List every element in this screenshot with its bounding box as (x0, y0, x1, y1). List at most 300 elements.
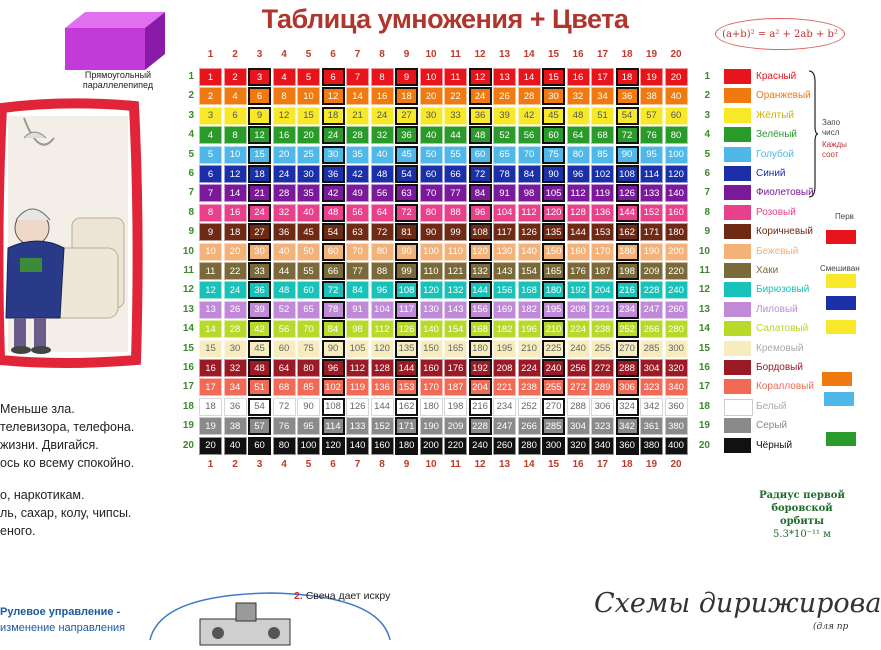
product-cell: 36 (469, 107, 492, 125)
product-cell: 112 (371, 320, 394, 338)
product-cell: 24 (224, 281, 247, 299)
product-cell: 187 (591, 262, 614, 280)
product-cell: 209 (640, 262, 663, 280)
product-cell: 342 (616, 417, 639, 435)
legend-swatch (724, 88, 751, 103)
product-cell: 42 (322, 184, 345, 202)
product-cell: 21 (248, 184, 271, 202)
product-cell: 25 (297, 146, 320, 164)
legend-swatch (724, 418, 751, 433)
product-cell: 48 (322, 204, 345, 222)
product-cell: 342 (640, 398, 663, 416)
product-cell: 54 (395, 165, 418, 183)
column-footer: 14 (523, 459, 535, 470)
product-cell: 32 (224, 359, 247, 377)
product-cell: 165 (542, 262, 565, 280)
column-header: 4 (281, 49, 287, 60)
product-cell: 221 (493, 378, 516, 396)
product-cell: 156 (469, 301, 492, 319)
product-cell: 56 (371, 184, 394, 202)
product-cell: 33 (444, 107, 467, 125)
product-cell: 228 (469, 417, 492, 435)
page-title: Таблица умножения + Цвета (261, 4, 629, 34)
product-cell: 180 (665, 223, 688, 241)
product-cell: 187 (444, 378, 467, 396)
column-header: 6 (330, 49, 336, 60)
product-cell: 126 (395, 320, 418, 338)
product-cell: 44 (273, 262, 296, 280)
legend-swatch (724, 341, 751, 356)
product-cell: 14 (346, 87, 369, 105)
product-cell: 256 (567, 359, 590, 377)
mix-swatch (826, 296, 856, 310)
column-header: 10 (425, 49, 437, 60)
product-cell: 112 (518, 204, 541, 222)
product-cell: 100 (665, 146, 688, 164)
product-cell: 51 (591, 107, 614, 125)
product-cell: 96 (371, 281, 394, 299)
side-note-mixing: Смешиван (820, 264, 860, 273)
product-cell: 28 (224, 320, 247, 338)
product-cell: 18 (224, 223, 247, 241)
product-cell: 85 (591, 146, 614, 164)
product-cell: 32 (273, 204, 296, 222)
product-cell: 200 (420, 437, 443, 455)
product-cell: 36 (273, 223, 296, 241)
product-cell: 72 (371, 223, 394, 241)
product-cell: 32 (371, 126, 394, 144)
row-header-right: 10 (698, 245, 710, 257)
product-cell: 304 (567, 417, 590, 435)
product-cell: 48 (371, 165, 394, 183)
product-cell: 266 (640, 320, 663, 338)
product-cell: 306 (591, 398, 614, 416)
legend-swatch (724, 244, 751, 259)
product-cell: 36 (248, 281, 271, 299)
product-cell: 16 (371, 87, 394, 105)
product-cell: 57 (248, 417, 271, 435)
legend-color-name: Салатовый (756, 323, 809, 335)
product-cell: 28 (273, 184, 296, 202)
product-cell: 50 (297, 243, 320, 261)
row-header: 4 (188, 129, 194, 141)
binomial-formula: (a+b)² = a² + 2ab + b² (715, 18, 845, 50)
product-cell: 52 (493, 126, 516, 144)
bohr-radius-note (754, 489, 850, 541)
column-footer: 15 (547, 459, 560, 470)
row-header: 15 (182, 342, 194, 354)
product-cell: 132 (469, 262, 492, 280)
product-cell: 72 (469, 165, 492, 183)
product-cell: 170 (420, 378, 443, 396)
product-cell: 285 (640, 340, 663, 358)
product-cell: 260 (665, 301, 688, 319)
product-cell: 112 (567, 184, 590, 202)
product-cell: 10 (297, 87, 320, 105)
product-cell: 280 (665, 320, 688, 338)
legend-color-name: Бежевый (756, 245, 799, 257)
product-cell: 39 (248, 301, 271, 319)
product-cell: 121 (444, 262, 467, 280)
product-cell: 24 (273, 165, 296, 183)
column-header: 1 (207, 49, 214, 60)
product-cell: 5 (199, 146, 222, 164)
product-cell: 18 (322, 107, 345, 125)
legend-swatch (724, 321, 751, 336)
product-cell: 95 (297, 417, 320, 435)
legend-color-name: Розовый (756, 206, 796, 218)
product-cell: 209 (444, 417, 467, 435)
product-cell: 210 (518, 340, 541, 358)
bohr-radius-value: 5.3*10⁻¹¹ м (773, 529, 831, 540)
product-cell: 3 (199, 107, 222, 125)
product-cell: 54 (248, 398, 271, 416)
advice-line: ль, сахар, колу, чипсы. (0, 506, 132, 520)
product-cell: 90 (395, 243, 418, 261)
product-cell: 238 (518, 378, 541, 396)
product-cell: 144 (371, 398, 394, 416)
product-cell: 84 (518, 165, 541, 183)
product-cell: 18 (395, 87, 418, 105)
product-cell: 78 (322, 301, 345, 319)
product-cell: 2 (224, 68, 247, 86)
product-cell: 38 (224, 417, 247, 435)
column-header: 19 (645, 49, 658, 60)
product-cell: 24 (469, 87, 492, 105)
row-header: 5 (188, 148, 194, 160)
product-cell: 100 (420, 243, 443, 261)
mix-swatch (826, 274, 856, 288)
product-cell: 76 (273, 417, 296, 435)
product-cell: 220 (665, 262, 688, 280)
product-cell: 90 (420, 223, 443, 241)
legend-swatch (724, 108, 751, 123)
product-cell: 60 (248, 437, 271, 455)
side-note-line: Кажды (822, 140, 847, 149)
product-cell: 65 (297, 301, 320, 319)
legend-color-name: Серый (756, 420, 788, 432)
product-cell: 80 (273, 437, 296, 455)
product-cell: 34 (224, 378, 247, 396)
product-cell: 98 (518, 184, 541, 202)
product-cell: 42 (346, 165, 369, 183)
product-cell: 130 (493, 243, 516, 261)
product-cell: 144 (395, 359, 418, 377)
product-cell: 170 (591, 243, 614, 261)
product-cell: 133 (640, 184, 663, 202)
product-cell: 323 (640, 378, 663, 396)
product-cell: 39 (493, 107, 516, 125)
product-cell: 1 (199, 68, 222, 86)
product-cell: 12 (322, 87, 345, 105)
row-header-right: 11 (699, 265, 710, 276)
row-header: 12 (182, 284, 194, 296)
product-cell: 224 (518, 359, 541, 377)
product-cell: 114 (640, 165, 663, 183)
product-cell: 7 (199, 184, 222, 202)
product-cell: 96 (469, 204, 492, 222)
product-cell: 100 (297, 437, 320, 455)
product-cell: 16 (224, 204, 247, 222)
product-cell: 150 (420, 340, 443, 358)
product-cell: 160 (567, 243, 590, 261)
product-cell: 168 (518, 281, 541, 299)
product-cell: 48 (248, 359, 271, 377)
product-cell: 26 (224, 301, 247, 319)
product-cell: 234 (616, 301, 639, 319)
product-cell: 36 (322, 165, 345, 183)
legend-swatch (724, 379, 751, 394)
product-cell: 108 (616, 165, 639, 183)
product-cell: 30 (322, 146, 345, 164)
product-cell: 80 (665, 126, 688, 144)
product-cell: 70 (518, 146, 541, 164)
product-cell: 306 (616, 378, 639, 396)
product-cell: 91 (493, 184, 516, 202)
product-cell: 60 (297, 281, 320, 299)
product-cell: 40 (420, 126, 443, 144)
product-cell: 12 (273, 107, 296, 125)
row-header-right: 20 (698, 439, 710, 451)
product-cell: 105 (542, 184, 565, 202)
product-cell: 272 (567, 378, 590, 396)
column-footer: 10 (425, 459, 437, 470)
product-cell: 154 (518, 262, 541, 280)
product-cell: 144 (567, 223, 590, 241)
product-cell: 30 (420, 107, 443, 125)
product-cell: 57 (640, 107, 663, 125)
column-header: 15 (547, 49, 560, 60)
product-cell: 120 (420, 281, 443, 299)
product-cell: 160 (665, 204, 688, 222)
product-cell: 108 (469, 223, 492, 241)
product-cell: 140 (665, 184, 688, 202)
legend-color-name: Бирюзовый (756, 284, 810, 296)
product-cell: 102 (591, 165, 614, 183)
product-cell: 6 (322, 68, 345, 86)
column-header: 7 (354, 49, 361, 60)
legend-swatch (724, 263, 751, 278)
product-cell: 4 (199, 126, 222, 144)
steering-title: Рулевое управление - (0, 606, 121, 618)
product-cell: 30 (248, 243, 271, 261)
product-cell: 64 (371, 204, 394, 222)
row-header-right: 12 (698, 284, 710, 296)
row-header: 19 (182, 420, 194, 432)
product-cell: 84 (322, 320, 345, 338)
legend-color-name: Красный (756, 71, 797, 82)
product-cell: 88 (371, 262, 394, 280)
legend-color-name: Бордовый (756, 362, 803, 373)
product-cell: 120 (542, 204, 565, 222)
product-cell: 15 (297, 107, 320, 125)
column-header: 20 (670, 49, 682, 60)
column-footer: 3 (256, 459, 263, 470)
product-cell: 128 (371, 359, 394, 377)
column-footer: 19 (645, 459, 658, 470)
product-cell: 19 (199, 417, 222, 435)
product-cell: 320 (567, 437, 590, 455)
legend-color-name: Жёлтый (756, 109, 794, 121)
column-footer: 1 (207, 459, 214, 470)
product-cell: 60 (469, 146, 492, 164)
product-cell: 14 (518, 68, 541, 86)
product-cell: 72 (322, 281, 345, 299)
row-header: 10 (182, 245, 194, 257)
product-cell: 190 (420, 417, 443, 435)
bohr-radius-line: боровской орбиты (771, 503, 833, 527)
product-cell: 234 (493, 398, 516, 416)
row-header-right: 2 (704, 90, 710, 102)
product-cell: 270 (616, 340, 639, 358)
product-cell: 48 (567, 107, 590, 125)
product-cell: 99 (395, 262, 418, 280)
product-cell: 198 (616, 262, 639, 280)
product-cell: 117 (493, 223, 516, 241)
legend-swatch (724, 69, 751, 84)
product-cell: 360 (665, 398, 688, 416)
advice-line: телевизора, телефона. (0, 420, 135, 434)
product-cell: 22 (224, 262, 247, 280)
conductor-schemes-title: Схемы дирижирова (594, 588, 881, 619)
legend-color-name: Коричневый (756, 226, 813, 238)
product-cell: 7 (346, 68, 369, 86)
product-cell: 6 (199, 165, 222, 183)
product-cell: 225 (542, 340, 565, 358)
product-cell: 108 (322, 398, 345, 416)
product-cell: 18 (248, 165, 271, 183)
product-cell: 40 (665, 87, 688, 105)
product-cell: 136 (371, 378, 394, 396)
row-header-right: 16 (698, 362, 710, 373)
product-cell: 99 (444, 223, 467, 241)
product-cell: 144 (616, 204, 639, 222)
product-cell: 119 (346, 378, 369, 396)
product-cell: 160 (420, 359, 443, 377)
product-cell: 135 (542, 223, 565, 241)
column-footer: 5 (305, 459, 312, 470)
column-header: 8 (379, 49, 385, 60)
row-header: 18 (182, 400, 194, 412)
product-cell: 90 (542, 165, 565, 183)
product-cell: 8 (371, 68, 394, 86)
advice-line: жизни. Двигайся. (0, 438, 99, 452)
row-header: 2 (188, 90, 194, 102)
product-cell: 156 (493, 281, 516, 299)
product-cell: 105 (346, 340, 369, 358)
product-cell: 240 (567, 340, 590, 358)
product-cell: 21 (346, 107, 369, 125)
product-cell: 81 (395, 223, 418, 241)
legend-swatch (724, 302, 751, 317)
product-cell: 266 (518, 417, 541, 435)
product-cell: 19 (640, 68, 663, 86)
product-cell: 12 (248, 126, 271, 144)
product-cell: 36 (616, 87, 639, 105)
product-cell: 64 (273, 359, 296, 377)
product-cell: 192 (469, 359, 492, 377)
row-header-right: 13 (698, 303, 710, 315)
product-cell: 40 (297, 204, 320, 222)
product-cell: 36 (395, 126, 418, 144)
product-cell: 65 (493, 146, 516, 164)
product-cell: 216 (469, 398, 492, 416)
product-cell: 153 (591, 223, 614, 241)
product-cell: 20 (297, 126, 320, 144)
product-cell: 196 (518, 320, 541, 338)
product-cell: 117 (395, 301, 418, 319)
row-header-right: 4 (704, 129, 710, 141)
product-cell: 380 (665, 417, 688, 435)
product-cell: 54 (322, 223, 345, 241)
row-header-right: 8 (704, 206, 710, 218)
product-cell: 13 (493, 68, 516, 86)
product-cell: 192 (567, 281, 590, 299)
product-cell: 20 (665, 68, 688, 86)
column-footer: 8 (379, 459, 385, 470)
legend-color-name: Лиловый (756, 303, 798, 315)
product-cell: 11 (199, 262, 222, 280)
row-header-right: 9 (704, 226, 710, 238)
product-cell: 9 (395, 68, 418, 86)
product-cell: 208 (567, 301, 590, 319)
product-cell: 77 (444, 184, 467, 202)
product-cell: 42 (518, 107, 541, 125)
product-cell: 152 (640, 204, 663, 222)
row-header-right: 7 (704, 187, 710, 199)
product-cell: 260 (493, 437, 516, 455)
product-cell: 361 (640, 417, 663, 435)
legend-color-name: Коралловый (756, 381, 814, 393)
product-cell: 70 (297, 320, 320, 338)
advice-line: ось ко всему спокойно. (0, 456, 135, 470)
legend-color-name: Чёрный (756, 439, 793, 451)
product-cell: 76 (640, 126, 663, 144)
column-header: 13 (498, 49, 511, 60)
product-cell: 221 (591, 301, 614, 319)
product-cell: 10 (224, 146, 247, 164)
column-footer: 4 (281, 459, 287, 470)
product-cell: 224 (567, 320, 590, 338)
product-cell: 110 (420, 262, 443, 280)
advice-line: еного. (0, 524, 36, 538)
product-cell: 136 (591, 204, 614, 222)
product-cell: 56 (273, 320, 296, 338)
product-cell: 15 (248, 146, 271, 164)
product-cell: 88 (444, 204, 467, 222)
product-cell: 180 (395, 437, 418, 455)
product-cell: 72 (273, 398, 296, 416)
legend-color-name: Хаки (756, 265, 779, 276)
product-cell: 110 (444, 243, 467, 261)
product-cell: 10 (199, 243, 222, 261)
product-cell: 114 (322, 417, 345, 435)
product-cell: 70 (420, 184, 443, 202)
product-cell: 27 (395, 107, 418, 125)
mix-swatch (822, 372, 852, 386)
product-cell: 270 (542, 398, 565, 416)
legend-swatch (724, 166, 751, 181)
row-header-right: 5 (704, 148, 710, 160)
product-cell: 162 (616, 223, 639, 241)
product-cell: 56 (518, 126, 541, 144)
product-cell: 238 (591, 320, 614, 338)
product-cell: 48 (273, 281, 296, 299)
product-cell: 280 (518, 437, 541, 455)
product-cell: 51 (248, 378, 271, 396)
product-cell: 77 (346, 262, 369, 280)
product-cell: 91 (346, 301, 369, 319)
